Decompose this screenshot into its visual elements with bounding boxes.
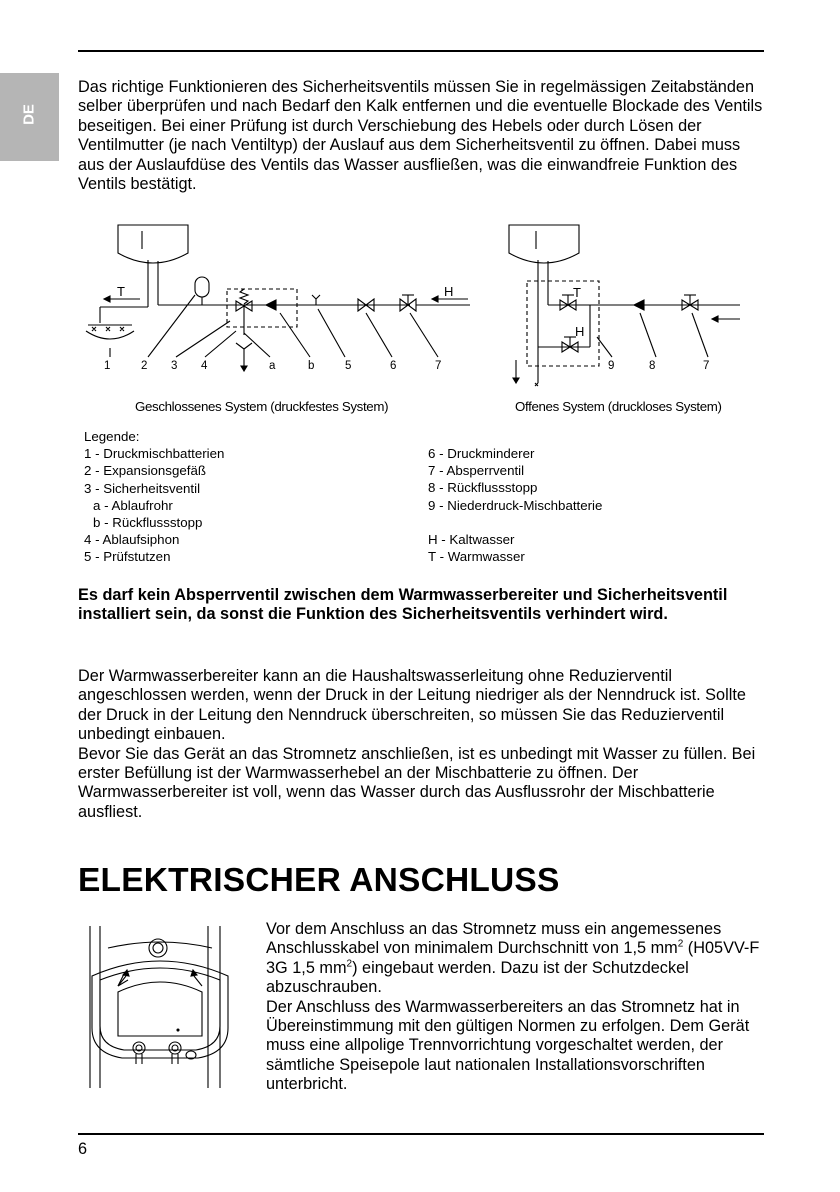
electrical-paragraph-2: Der Anschluss des Warmwasserbereiters an das Stromnetz hat in Übereinstimmung mit den gültigen Normen zu erfolgen. Dem Gerät muss eine allpolige Trennvorrichtung vorgeschaltet werden, der sämtliche Speisepole laut nationalen Installationsvorschriften unterbricht. (266, 997, 750, 1094)
open-tank (509, 225, 579, 263)
legend-item: 3 - Sicherheitsventil (84, 480, 201, 496)
legend-left-column (84, 428, 224, 566)
closed-label-t: T (117, 284, 125, 299)
expansion-vessel (195, 277, 209, 297)
superscript: 2 (677, 938, 684, 950)
closed-label-5: 5 (345, 360, 352, 372)
electrical-text-part: ) eingebaut werden. Dazu ist der Schutzdeckel abzuschrauben. (266, 958, 689, 997)
closed-label-4: 4 (201, 360, 208, 372)
closed-system-diagram (86, 225, 470, 372)
legend-title: Legende: (84, 429, 140, 444)
safety-valve-box (227, 289, 297, 327)
legend-item: 4 - Ablaufsiphon (84, 532, 180, 548)
closed-label-b: b (308, 360, 315, 372)
legend-item: 2 - Expansionsgefäß (84, 463, 206, 479)
closed-label-2: 2 (141, 360, 148, 372)
open-label-7: 7 (703, 360, 710, 372)
legend-item: H - Kaltwasser (428, 532, 515, 548)
page-number: 6 (78, 1140, 88, 1158)
legend-item: 5 - Prüfstutzen (84, 549, 171, 565)
electrical-paragraph-1 (266, 920, 766, 998)
legend-item: 8 - Rückflussstopp (428, 480, 538, 496)
open-label-8: 8 (649, 360, 656, 372)
connection-paragraph: Der Warmwasserbereiter kann an die Haushaltswasserleitung ohne Reduzierventil angeschlossen werden, wenn der Druck in der Leitung niedriger als der Nenndruck ist. Sollte der Druck in der Leitung den Nenndruck überschreiten, so müssen Sie das Reduzierventil unbedingt einbauen. (78, 667, 746, 744)
open-system-caption: Offenes System (druckloses System) (515, 399, 722, 414)
electrical-text-part: (H05VV-F 3G 1,5 mm (266, 939, 760, 977)
closed-label-1: 1 (104, 360, 111, 372)
closed-label-h: H (444, 284, 454, 299)
legend-item: a - Ablaufrohr (93, 497, 173, 513)
installation-diagram (0, 215, 840, 415)
footer-rule (78, 1133, 764, 1135)
legend-item: 1 - Druckmischbatterien (84, 446, 225, 462)
open-system-diagram (509, 225, 740, 386)
closed-label-7: 7 (435, 360, 442, 372)
closed-tank (118, 225, 188, 263)
legend-right-column (428, 445, 602, 565)
open-label-h: H (575, 324, 585, 339)
open-label-9: 9 (608, 360, 615, 372)
superscript: 2 (346, 958, 353, 970)
closed-system-caption: Geschlossenes System (druckfestes System) (135, 399, 389, 414)
connection-text (78, 667, 768, 822)
check-valve-b (266, 300, 276, 310)
legend-spacer (428, 514, 602, 531)
water-heater-illustration (78, 918, 248, 1088)
section-title: ELEKTRISCHER ANSCHLUSS (78, 862, 560, 899)
language-tab (0, 73, 59, 161)
legend-item: T - Warmwasser (428, 549, 525, 565)
electrical-text-part: Vor dem Anschluss an das Stromnetz muss ein angemessenes Anschlusskabel von minimalem Durchschnitt von 1,5 mm (266, 920, 722, 958)
closed-label-a: a (269, 360, 276, 372)
warning-paragraph: Es darf kein Absperrventil zwischen dem Warmwasserbereiter und Sicherheitsventil installiert sein, da sonst die Funktion des Sicherheitsventils verhindert wird. (78, 586, 728, 624)
language-tab-label: DE (20, 104, 38, 125)
connection-paragraph: Bevor Sie das Gerät an das Stromnetz anschließen, ist es unbedingt mit Wasser zu füllen. Bei erster Befüllung ist der Warmwasserhebel an der Mischbatterie zu öffnen. Der Warmwasserbereiter ist voll, wenn das Wasser durch das Ausflussrohr der Mischbatterie ausfliest. (78, 744, 756, 821)
legend-item: b - Rückflussstopp (93, 515, 203, 531)
legend-item: 6 - Druckminderer (428, 446, 535, 461)
intro-paragraph: Das richtige Funktionieren des Sicherheitsventils müssen Sie in regelmässigen Zeitabständen selber überprüfen und nach Bedarf den Kalk entfernen und die eventuelle Blockade des Ventils beseitigen. Bei einer Prüfung ist durch Verschiebung des Hebels oder durch Lösen der Ventilmutter (je nach Ventiltyp) der Auslauf aus dem Sicherheitsventil zu öffnen. Dabei muss aus der Auslaufdüse des Ventils das Wasser ausfließen, was die einwandfreie Funktion des Ventils bestätigt. (78, 78, 763, 194)
legend-item: 9 - Niederdruck-Mischbatterie (428, 497, 603, 513)
closed-label-6: 6 (390, 360, 397, 372)
electrical-text (266, 920, 766, 1095)
open-label-t: T (573, 285, 581, 300)
legend-item: 7 - Absperrventil (428, 463, 525, 479)
header-rule (78, 50, 764, 52)
closed-label-3: 3 (171, 360, 178, 372)
